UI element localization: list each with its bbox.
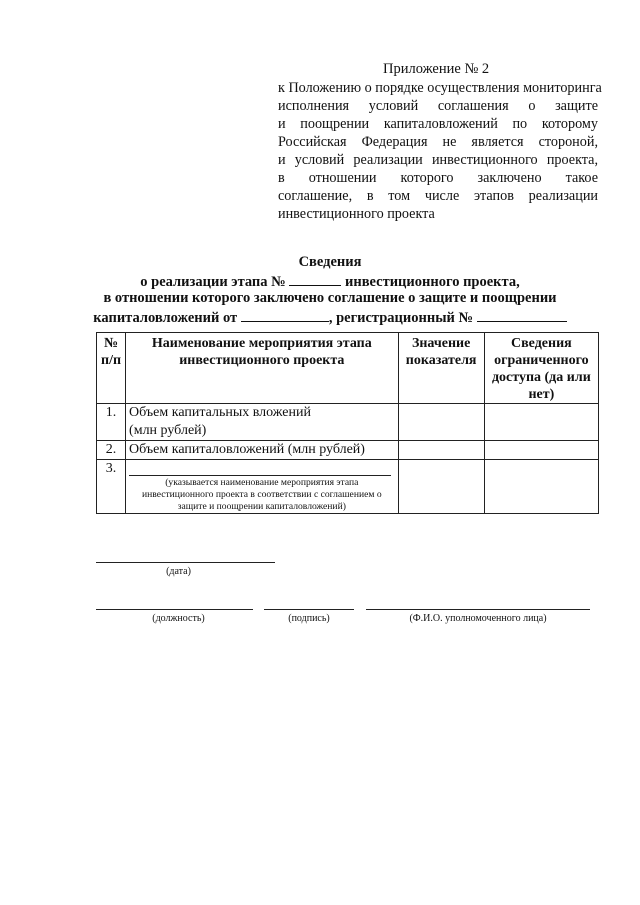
row-number: 1. [97, 404, 126, 441]
header-num: № п/п [97, 333, 126, 404]
date-line[interactable] [96, 562, 275, 563]
activity-name-note: (указывается наименование мероприятия этапа инвестиционного проекта в соответствии с соглашением о защите и поощрении капиталовложений) [141, 477, 382, 512]
stage-label: о реализации этапа № [140, 274, 286, 290]
report-heading: Сведения [298, 254, 362, 270]
row-number: 2. [97, 441, 126, 460]
appendix-line: к Положению о порядке осуществления мониторинга [278, 80, 602, 96]
position-caption: (должность) [152, 613, 205, 624]
table-row [97, 460, 599, 514]
header-name: Наименование мероприятия этапа инвестиционного проекта [126, 333, 399, 404]
row-name-line: Объем капитальных вложений [129, 405, 311, 420]
row-name: Объем капиталовложений (млн рублей) [126, 441, 399, 460]
appendix-line: Российская Федерация не является стороной, [278, 134, 598, 150]
row-number: 3. [97, 460, 126, 514]
appendix-title: Приложение № 2 [383, 61, 490, 77]
registration-label: , регистрационный № [328, 310, 474, 326]
value-cell[interactable] [398, 441, 484, 460]
appendix-line: инвестиционного проекта [278, 206, 435, 222]
table-header-row [97, 333, 599, 404]
position-line[interactable] [96, 609, 253, 610]
project-label: инвестиционного проекта, [344, 274, 520, 290]
row-name-line: (млн рублей) [129, 423, 207, 438]
activity-name-blank[interactable] [129, 462, 391, 476]
registration-number-blank [477, 308, 567, 322]
appendix-line: в отношении которого заключено такое [278, 170, 598, 186]
agreement-date-blank [241, 308, 329, 322]
stage-number-blank [289, 272, 341, 286]
report-subheading-registration [60, 308, 600, 327]
report-subheading-stage [60, 272, 600, 291]
header-value: Значение показателя [398, 333, 484, 404]
confidential-cell[interactable] [484, 460, 598, 514]
appendix-line: соглашение, в том числе этапов реализации [278, 188, 598, 204]
fio-caption: (Ф.И.О. уполномоченного лица) [409, 613, 547, 624]
appendix-line: и условий реализации инвестиционного проекта, [278, 152, 598, 168]
fio-line[interactable] [366, 609, 590, 610]
confidential-cell[interactable] [484, 441, 598, 460]
row-name [126, 404, 399, 441]
signature-caption: (подпись) [288, 613, 330, 624]
row-name [126, 460, 399, 514]
table-row [97, 404, 599, 441]
appendix-line: и поощрении капиталовложений по которому [278, 116, 598, 132]
appendix-text [278, 79, 602, 223]
signature-line[interactable] [264, 609, 354, 610]
table-row [97, 441, 599, 460]
value-cell[interactable] [398, 404, 484, 441]
date-label: капиталовложений от [93, 310, 238, 326]
header-confidential: Сведения ограниченного доступа (да или нет) [484, 333, 598, 404]
report-subheading-agreement: в отношении которого заключено соглашение о защите и поощрении [103, 290, 557, 306]
confidential-cell[interactable] [484, 404, 598, 441]
report-table [96, 332, 599, 514]
value-cell[interactable] [398, 460, 484, 514]
appendix-line: исполнения условий соглашения о защите [278, 98, 598, 114]
date-caption: (дата) [166, 566, 191, 577]
